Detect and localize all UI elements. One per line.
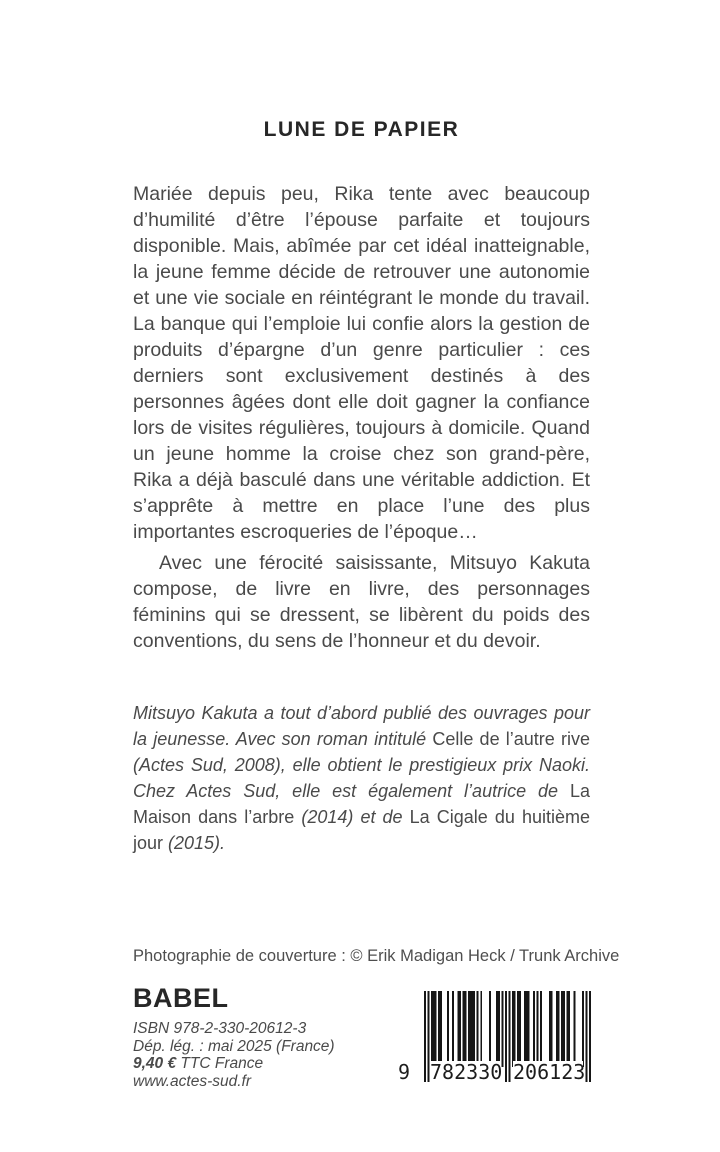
barcode-digit-first: 9 xyxy=(398,1060,411,1084)
ean13-barcode xyxy=(398,991,591,1092)
barcode-digit: 3 xyxy=(478,1060,491,1084)
legal-deposit-line: Dép. lég. : mai 2025 (France) xyxy=(133,1037,335,1055)
price-amount: 9,40 € xyxy=(133,1055,177,1072)
barcode-digit: 2 xyxy=(454,1060,467,1084)
bio-segment: La Maison dans l’arbre xyxy=(133,781,590,827)
barcode-digit: 0 xyxy=(490,1060,503,1084)
bio-segment: (2014) et de xyxy=(294,807,410,827)
bio-segment: Celle de l’autre rive xyxy=(432,729,590,749)
barcode-digit: 0 xyxy=(525,1060,538,1084)
synopsis-paragraph-1: Mariée depuis peu, Rika tente avec beaucoup d’humilité d’être l’épouse parfaite et toujours disponible. Mais, abîmée par cet idéal inatteignable, la jeune femme décide de retrouver une autonomie et une vie sociale en réintégrant le monde du travail. La banque qui l’emploie lui confie alors la gestion de produits d’épargne d’un genre particulier : ces derniers sont exclusivement destinés à des personnes âgées dont elle doit gagner la confiance lors de visites régulières, toujours à domicile. Quand un jeune homme la croise chez son grand-père, Rika a déjà basculé dans une véritable addiction. Et s’apprête à mettre en place l’une des plus importantes escroqueries de l’époque… xyxy=(133,183,590,543)
synopsis-paragraph-2: Avec une férocité saisissante, Mitsuyo Kakuta compose, de livre en livre, des personnages féminins qui se dressent, se libèrent du poids des conventions, du sens de l’honneur et du devoir. xyxy=(133,552,590,652)
publisher-website: www.actes-sud.fr xyxy=(133,1072,252,1090)
barcode-digit: 2 xyxy=(561,1060,574,1084)
barcode-digit: 8 xyxy=(442,1060,455,1084)
isbn-line: ISBN 978-2-330-20612-3 xyxy=(133,1020,307,1037)
price-line xyxy=(133,1055,335,1073)
barcode-digit: 7 xyxy=(430,1060,443,1084)
bio-segment: La Cigale du huitième jour xyxy=(133,807,590,853)
barcode-digits-right xyxy=(513,1060,586,1084)
synopsis xyxy=(133,181,590,654)
bio-segment: (Actes Sud, 2008), elle obtient le prestigieux prix Naoki. Chez Actes Sud, elle est également l’autrice de xyxy=(133,755,590,801)
bio-segment: (2015). xyxy=(163,833,226,853)
imprint-block xyxy=(133,1020,335,1090)
author-bio xyxy=(133,700,590,856)
barcode-digit: 6 xyxy=(537,1060,550,1084)
photo-credit: Photographie de couverture : © Erik Madigan Heck / Trunk Archive xyxy=(133,947,620,965)
barcode-digit: 3 xyxy=(573,1060,586,1084)
publisher-collection-logo: BABEL xyxy=(133,983,229,1013)
barcode-digit: 2 xyxy=(513,1060,526,1084)
barcode-digit: 1 xyxy=(549,1060,562,1084)
book-title: LUNE DE PAPIER xyxy=(263,118,460,141)
barcode-digits-left xyxy=(430,1061,501,1084)
price-suffix: TTC France xyxy=(176,1055,264,1072)
barcode-digit: 3 xyxy=(466,1060,479,1084)
bio-segment: Mitsuyo Kakuta a tout d’abord publié des ouvrages pour la jeunesse. Avec son roman intitulé xyxy=(133,703,590,749)
